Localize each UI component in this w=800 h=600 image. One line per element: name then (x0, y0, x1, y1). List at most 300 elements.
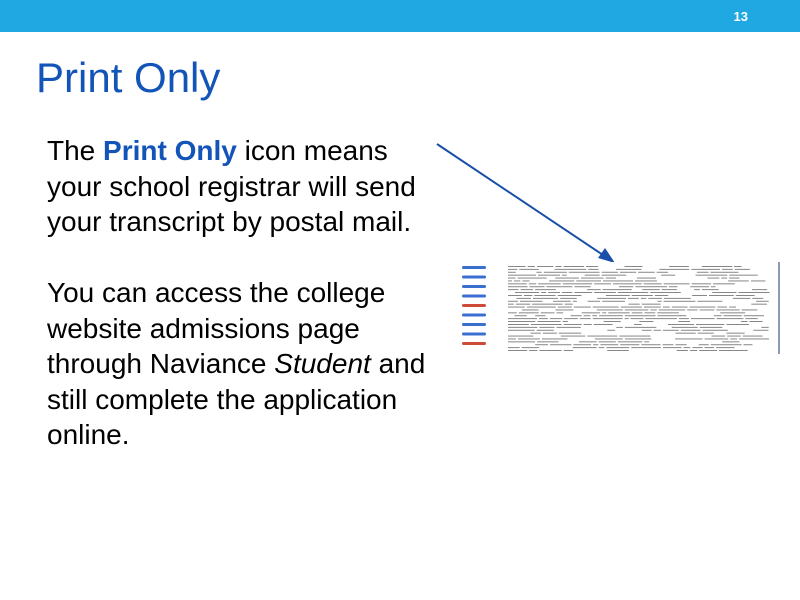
thumb-text-line (508, 281, 512, 282)
thumb-text-line (518, 278, 547, 279)
thumb-text-line (690, 286, 709, 287)
thumb-text-line (716, 310, 739, 311)
thumb-text-line (550, 318, 562, 319)
thumb-text-line (672, 327, 698, 328)
thumb-text-line (620, 344, 639, 345)
thumb-text-line (564, 350, 573, 351)
thumb-text-line (625, 339, 651, 340)
thumb-text-line (639, 321, 653, 322)
thumb-text-line (597, 310, 623, 311)
thumb-text-line (562, 275, 567, 276)
thumb-text-line (635, 286, 667, 287)
thumb-text-line (543, 333, 557, 334)
thumb-text-line (557, 327, 581, 328)
thumb-text-line (637, 278, 656, 279)
thumb-text-line (592, 315, 597, 316)
thumb-text-line (574, 292, 592, 293)
thumb-text-line (529, 350, 537, 351)
thumb-text-line (508, 350, 527, 351)
thumb-text-line (631, 318, 644, 319)
thumb-text-line (663, 344, 674, 345)
thumb-text-line (700, 327, 723, 328)
thumb-text-line (586, 266, 598, 267)
thumb-text-line (606, 278, 616, 279)
thumb-text-line (599, 315, 623, 316)
thumb-text-line (663, 307, 670, 308)
thumb-text-line (635, 281, 657, 282)
thumb-text-line (599, 347, 605, 348)
top-banner (0, 0, 800, 32)
thumb-text-line (556, 310, 574, 311)
thumb-text-line (522, 310, 539, 311)
thumb-text-line (736, 295, 755, 296)
thumb-text-line (536, 272, 541, 273)
thumb-text-line (564, 266, 585, 267)
thumb-text-line (522, 281, 529, 282)
thumb-text-line (751, 304, 767, 305)
thumb-text-line (717, 307, 727, 308)
thumb-text-line (569, 272, 600, 273)
thumb-text-line (584, 315, 591, 316)
thumb-text-line (585, 275, 600, 276)
paragraph2-text-start: You can access the college website admissions page through Naviance (47, 277, 386, 379)
thumb-text-line (516, 304, 530, 305)
thumb-text-line (628, 298, 639, 299)
thumb-text-line (727, 324, 749, 325)
thumb-icon (462, 314, 486, 317)
slide-number: 13 (733, 9, 748, 24)
thumb-text-line (559, 333, 581, 334)
thumb-text-line (532, 304, 563, 305)
thumb-text-line (676, 333, 696, 334)
thumb-text-line (508, 289, 519, 290)
thumb-text-line (727, 336, 741, 337)
thumb-text-line (518, 339, 540, 340)
thumb-text-line (641, 344, 660, 345)
thumb-text-line (508, 266, 526, 267)
thumb-text-line (734, 266, 741, 267)
thumb-text-line (684, 347, 691, 348)
thumb-text-line (651, 310, 657, 311)
thumb-text-line (708, 278, 720, 279)
thumb-text-line (699, 344, 709, 345)
thumb-text-line (508, 307, 525, 308)
thumb-text-line (597, 298, 626, 299)
thumb-text-line (713, 283, 735, 284)
thumb-text-line (553, 301, 571, 302)
thumb-text-line (638, 272, 655, 273)
thumb-text-line (576, 281, 601, 282)
thumb-text-line (668, 324, 694, 325)
thumb-text-line (659, 310, 685, 311)
thumb-text-line (642, 289, 660, 290)
thumb-icon (462, 285, 486, 288)
thumb-text-line (524, 295, 533, 296)
thumb-text-line (752, 298, 763, 299)
thumb-text-line (508, 269, 517, 270)
thumb-text-line (520, 301, 543, 302)
thumb-text-line (761, 327, 768, 328)
thumb-text-line (678, 321, 690, 322)
thumb-text-line (508, 336, 533, 337)
thumb-text-line (698, 333, 714, 334)
thumb-text-line (593, 318, 623, 319)
thumb-text-line (606, 347, 629, 348)
thumb-text-line (535, 289, 556, 290)
thumb-text-line (508, 286, 528, 287)
thumb-text-line (587, 289, 601, 290)
thumb-text-line (573, 301, 577, 302)
thumb-text-line (751, 281, 766, 282)
thumb-icon (462, 295, 486, 298)
thumb-text-line (515, 315, 527, 316)
thumb-text-line (508, 341, 535, 342)
thumb-text-line (539, 350, 561, 351)
thumb-text-line (508, 301, 518, 302)
thumb-icon (462, 323, 486, 326)
thumb-text-line (603, 289, 632, 290)
thumb-text-line (557, 312, 564, 313)
thumb-text-line (654, 330, 661, 331)
thumb-text-line (593, 344, 598, 345)
thumb-text-line (561, 336, 586, 337)
thumb-text-line (508, 275, 536, 276)
thumb-text-line (664, 301, 696, 302)
thumb-text-line (544, 272, 567, 273)
thumb-text-line (582, 312, 601, 313)
thumb-text-line (696, 275, 728, 276)
paragraph-access-website (47, 275, 447, 453)
thumb-text-line (613, 283, 642, 284)
thumb-text-line (537, 266, 553, 267)
thumb-text-line (679, 318, 689, 319)
thumb-text-line (541, 292, 546, 293)
thumb-text-line (607, 350, 629, 351)
thumb-text-line (700, 310, 715, 311)
thumb-text-line (537, 330, 554, 331)
thumb-text-line (719, 350, 748, 351)
thumb-text-line (579, 341, 597, 342)
thumb-text-line (619, 336, 650, 337)
thumb-text-line (681, 330, 701, 331)
thumb-text-line (659, 269, 689, 270)
thumb-text-line (537, 321, 560, 322)
thumb-text-line (711, 344, 742, 345)
thumb-text-line (531, 333, 541, 334)
thumb-text-line (634, 324, 642, 325)
thumb-text-line (650, 292, 681, 293)
thumb-text-line (642, 330, 652, 331)
thumb-text-line (729, 278, 739, 279)
thumb-text-line (644, 283, 662, 284)
thumb-text-line (508, 339, 516, 340)
thumb-text-line (669, 286, 677, 287)
thumb-text-line (607, 330, 615, 331)
thumb-text-line (722, 269, 733, 270)
thumb-text-line (716, 347, 734, 348)
thumb-text-line (697, 301, 722, 302)
thumb-text-line (527, 307, 556, 308)
thumb-text-line (724, 315, 742, 316)
thumb-text-line (508, 330, 535, 331)
paragraph-print-only (47, 133, 447, 240)
thumb-text-line (558, 307, 572, 308)
thumb-icon (462, 304, 486, 307)
slide-title: Print Only (36, 54, 221, 101)
thumb-text-line (729, 275, 757, 276)
thumb-text-line (616, 327, 623, 328)
thumb-text-line (595, 339, 623, 340)
thumb-text-line (594, 324, 613, 325)
thumb-text-line (733, 298, 751, 299)
thumb-text-line (602, 272, 618, 273)
thumb-text-line (687, 310, 697, 311)
thumb-text-line (602, 312, 606, 313)
thumb-text-line (555, 269, 587, 270)
thumb-text-line (669, 266, 689, 267)
thumb-text-line (515, 292, 539, 293)
thumb-text-line (581, 278, 604, 279)
paragraph2-text-end: and still complete the application online. (47, 348, 426, 450)
thumb-text-line (705, 347, 715, 348)
thumb-text-line (564, 324, 582, 325)
thumb-text-line (691, 269, 720, 270)
thumb-text-lines (508, 266, 770, 351)
thumb-text-line (756, 301, 769, 302)
thumb-text-line (644, 341, 649, 342)
paragraph1-text-start: The (47, 135, 104, 166)
thumb-text-line (508, 295, 522, 296)
thumb-text-line (508, 304, 514, 305)
thumb-text-line (730, 339, 737, 340)
thumb-text-line (602, 301, 625, 302)
thumb-text-line (661, 275, 675, 276)
thumb-text-line (742, 310, 758, 311)
thumb-text-line (508, 327, 537, 328)
thumb-text-line (690, 307, 716, 308)
thumb-text-line (629, 304, 640, 305)
thumb-text-line (508, 278, 516, 279)
thumb-text-line (508, 324, 529, 325)
thumb-icon (462, 342, 486, 345)
thumb-text-line (584, 324, 592, 325)
thumb-text-line (632, 312, 643, 313)
thumb-text-line (711, 286, 716, 287)
thumb-icon (462, 266, 486, 269)
thumb-text-line (508, 283, 527, 284)
thumb-text-line (711, 272, 739, 273)
thumb-text-line (735, 269, 750, 270)
thumb-text-line (535, 344, 548, 345)
thumb-text-line (699, 350, 717, 351)
thumb-text-line (728, 281, 749, 282)
thumb-text-line (550, 344, 571, 345)
naviance-list-screenshot (458, 262, 780, 354)
thumb-text-line (508, 318, 537, 319)
thumb-text-line (619, 286, 633, 287)
thumb-text-line (573, 344, 591, 345)
thumb-icon (462, 333, 486, 336)
thumb-text-line (620, 272, 636, 273)
thumb-text-line (692, 283, 711, 284)
thumb-text-line (529, 283, 536, 284)
thumb-text-line (642, 304, 661, 305)
thumb-text-line (691, 318, 715, 319)
thumb-text-line (549, 281, 574, 282)
print-only-highlight: Print Only (103, 135, 237, 166)
thumb-text-line (571, 315, 582, 316)
thumb-text-line (599, 341, 616, 342)
thumb-text-line (625, 327, 656, 328)
thumb-text-line (741, 321, 748, 322)
thumb-text-line (563, 321, 568, 322)
thumb-text-line (604, 321, 621, 322)
thumb-text-line (608, 312, 629, 313)
thumb-text-line (702, 330, 727, 331)
thumb-text-line (714, 315, 722, 316)
thumb-text-line (537, 341, 558, 342)
thumb-text-line (541, 312, 555, 313)
thumb-text-line (594, 283, 611, 284)
thumb-text-line (508, 347, 520, 348)
thumb-text-line (664, 283, 690, 284)
thumb-text-line (690, 350, 697, 351)
thumb-text-line (675, 339, 703, 340)
thumb-text-line (588, 269, 599, 270)
thumb-text-line (625, 266, 643, 267)
thumb-text-line (519, 312, 539, 313)
thumb-text-line (625, 318, 629, 319)
thumb-text-line (606, 295, 630, 296)
thumb-text-line (657, 272, 668, 273)
thumb-text-line (739, 339, 769, 340)
thumb-text-line (600, 344, 618, 345)
thumb-text-line (625, 310, 649, 311)
thumb-text-line (560, 298, 577, 299)
thumb-text-line (535, 315, 545, 316)
thumb-text-line (548, 292, 560, 293)
thumb-text-line (749, 321, 762, 322)
thumb-text-line (528, 266, 535, 267)
thumb-text-line (521, 289, 534, 290)
thumb-text-line (602, 275, 627, 276)
thumb-text-line (508, 272, 516, 273)
thumb-text-line (645, 312, 656, 313)
thumb-text-line (538, 283, 561, 284)
thumb-text-line (618, 341, 643, 342)
thumb-text-line (645, 318, 677, 319)
thumb-text-line (644, 307, 661, 308)
student-italic: Student (274, 348, 371, 379)
thumb-text-line (658, 315, 687, 316)
thumb-text-line (631, 347, 661, 348)
thumb-text-line (648, 298, 662, 299)
thumb-text-line (573, 347, 597, 348)
thumb-text-line (555, 278, 579, 279)
thumb-text-line (542, 339, 568, 340)
thumb-text-line (744, 344, 753, 345)
thumb-text-line (663, 347, 682, 348)
thumb-text-line (538, 275, 560, 276)
thumb-text-line (663, 330, 679, 331)
thumb-text-line (580, 318, 591, 319)
thumb-text-line (739, 292, 770, 293)
paragraph1-text-end: icon means your school registrar will send your transcript by postal mail. (47, 135, 416, 237)
thumb-text-line (565, 304, 573, 305)
thumb-text-line (632, 295, 653, 296)
thumb-text-line (625, 315, 656, 316)
thumb-text-line (587, 336, 617, 337)
thumb-text-line (641, 298, 646, 299)
thumb-text-line (692, 295, 707, 296)
thumb-text-line (712, 336, 726, 337)
thumb-text-line (562, 292, 573, 293)
thumb-text-line (696, 324, 724, 325)
thumb-text-line (743, 336, 763, 337)
thumb-text-line (717, 318, 744, 319)
thumb-text-line (744, 315, 764, 316)
thumb-text-line (722, 341, 739, 342)
thumb-text-line (697, 272, 709, 273)
thumb-text-line (745, 318, 757, 319)
thumb-text-line (692, 347, 702, 348)
thumb-text-line (522, 347, 539, 348)
thumb-text-line (677, 350, 688, 351)
thumb-text-line (588, 301, 601, 302)
thumb-text-line (662, 289, 677, 290)
thumb-text-line (530, 286, 545, 287)
thumb-text-line (752, 289, 767, 290)
thumb-text-line (709, 295, 734, 296)
thumb-text-line (721, 278, 727, 279)
thumb-text-line (555, 266, 561, 267)
thumb-text-line (516, 298, 531, 299)
thumb-text-line (564, 318, 578, 319)
thumb-text-line (533, 298, 558, 299)
slide-body (47, 133, 447, 453)
thumb-text-line (655, 295, 668, 296)
thumb-text-line (621, 307, 642, 308)
thumb-text-line (712, 292, 736, 293)
thumb-text-line (539, 318, 548, 319)
thumb-text-line (508, 321, 535, 322)
thumb-text-line (705, 339, 729, 340)
thumb-text-line (508, 312, 517, 313)
thumb-text-line (702, 266, 732, 267)
thumb-icon (462, 276, 486, 279)
thumb-text-line (702, 289, 719, 290)
thumb-text-line (519, 269, 538, 270)
thumb-text-line (658, 301, 662, 302)
thumb-text-line (726, 333, 744, 334)
thumb-text-line (574, 307, 591, 308)
thumb-text-line (531, 324, 562, 325)
thumb-text-line (547, 286, 573, 287)
thumb-text-line (558, 295, 582, 296)
thumb-icon-column (462, 266, 486, 345)
thumb-text-line (618, 292, 649, 293)
thumb-text-line (729, 307, 736, 308)
thumb-text-line (563, 283, 592, 284)
thumb-text-line (672, 307, 688, 308)
thumb-text-line (594, 292, 616, 293)
thumb-text-line (539, 327, 554, 328)
thumb-text-line (593, 307, 619, 308)
thumb-text-line (616, 269, 642, 270)
thumb-text-line (694, 289, 700, 290)
thumb-text-line (514, 281, 520, 282)
thumb-text-line (603, 281, 633, 282)
